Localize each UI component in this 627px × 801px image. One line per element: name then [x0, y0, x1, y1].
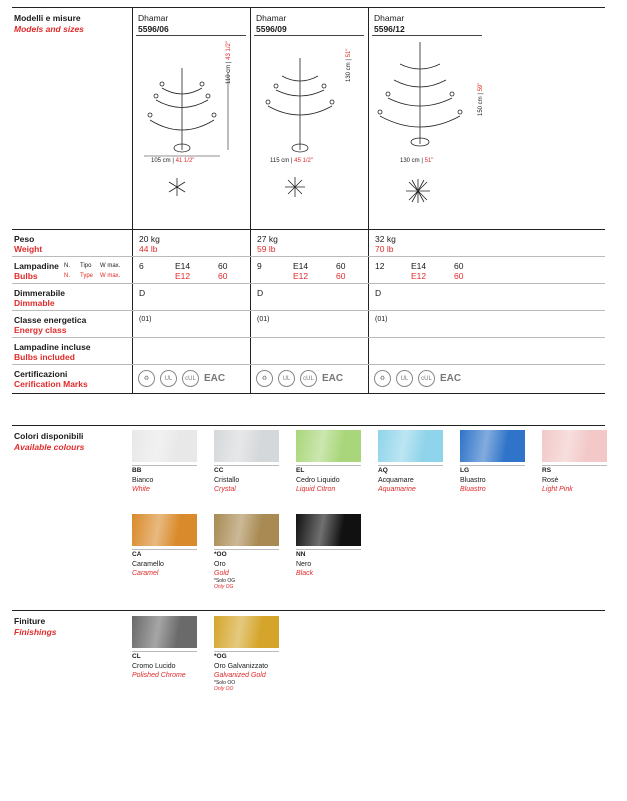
dimmable-label-en: Dimmable: [14, 298, 55, 308]
colour-name: Oro: [214, 561, 226, 568]
finish-name: Cromo Lucido: [132, 663, 176, 670]
finish-note-en: Only OO: [214, 686, 234, 692]
model-code-1: 5596/06: [138, 24, 169, 34]
colour-name: Nero: [296, 561, 312, 568]
width-dim-3: 130 cm | 51": [400, 158, 434, 164]
energy-label-en: Energy class: [14, 325, 67, 335]
cul-icon: cUL: [182, 370, 199, 387]
colour-swatch-cc: [214, 430, 279, 462]
colour-swatch-lg: [460, 430, 525, 462]
finish-code: *OG: [214, 653, 227, 660]
models-heading-en: Models and sizes: [14, 24, 84, 34]
colour-code: EL: [296, 467, 305, 474]
swatch-rule: [214, 465, 279, 466]
cert-icons-1: [138, 370, 225, 387]
bulbs-w-1: 60: [218, 261, 228, 271]
col-divider-2: [250, 7, 251, 229]
width-dim-1: 105 cm | 41 1/2": [151, 158, 195, 164]
width-dim-2: 115 cm | 45 1/2": [270, 158, 313, 164]
model-code-2: 5596/09: [256, 24, 287, 34]
finish-note: *Solo OO: [214, 680, 236, 686]
spec-bottom-rule: [12, 393, 605, 394]
ul-icon: UL: [396, 370, 413, 387]
finish-heading: Finiture: [14, 616, 46, 626]
colour-name-en: Gold: [214, 570, 229, 577]
dimmable-2: D: [257, 288, 264, 298]
eac-icon: EAC: [322, 373, 344, 384]
model-rule-1: [136, 35, 246, 36]
weight-kg-1: 20 kg: [139, 234, 160, 244]
row-rule: [12, 256, 605, 257]
swatch-rule: [542, 465, 607, 466]
colour-name: Bianco: [132, 477, 154, 484]
finish-name-en: Galvanized Gold: [214, 672, 266, 679]
weight-label: Peso: [14, 234, 35, 244]
swatch-rule: [378, 465, 443, 466]
colour-name-en: Liquid Citron: [296, 486, 336, 493]
bulbs-label-en: Bulbs: [14, 271, 38, 281]
bulbs-w-hdr: W max.: [100, 263, 121, 269]
included-label: Lampadine incluse: [14, 342, 91, 352]
bulbs-n-3: 12: [375, 261, 385, 271]
model-rule-3: [372, 35, 482, 36]
colour-swatch-bb: [132, 430, 197, 462]
cert-icons-2: [256, 370, 343, 387]
chandelier-drawing-6: [140, 60, 250, 170]
colour-name-en: Bluastro: [460, 486, 486, 493]
colour-code: *OO: [214, 551, 227, 558]
glass-quality-icon: ♻: [374, 370, 391, 387]
included-label-en: Bulbs included: [14, 352, 75, 362]
eac-icon: EAC: [204, 373, 226, 384]
dimmable-1: D: [139, 288, 146, 298]
dimmable-label: Dimmerabile: [14, 288, 66, 298]
colours-rule: [12, 425, 605, 426]
bulbs-type-en-2: E12: [293, 271, 309, 281]
bulbs-type-2: E14: [293, 261, 309, 271]
colour-name-en: Aquamarine: [378, 486, 416, 493]
weight-kg-2: 27 kg: [257, 234, 278, 244]
colour-name-en: Crystal: [214, 486, 236, 493]
colour-code: LG: [460, 467, 470, 474]
cert-label-en: Cerification Marks: [14, 379, 88, 389]
colour-name: Acquamare: [378, 477, 414, 484]
finish-rule: [12, 610, 605, 611]
energy-3: (01): [375, 316, 388, 323]
colour-code: BB: [132, 467, 142, 474]
energy-1: (01): [139, 316, 152, 323]
colour-code: RS: [542, 467, 552, 474]
finish-code: CL: [132, 653, 141, 660]
model-name-3: Dhamar: [374, 13, 405, 23]
height-dim-2: 130 cm | 51": [346, 48, 352, 82]
bulbs-n-1: 6: [139, 261, 144, 271]
swatch-rule: [296, 465, 361, 466]
colours-heading-en: Available colours: [14, 442, 85, 452]
weight-lb-3: 70 lb: [375, 244, 394, 254]
swatch-rule: [132, 465, 197, 466]
eac-icon: EAC: [440, 373, 462, 384]
row-rule: [12, 337, 605, 338]
bulbs-w-2: 60: [336, 261, 346, 271]
col-divider-1: [132, 7, 133, 229]
model-rule-2: [254, 35, 364, 36]
bulbs-w-3: 60: [454, 261, 464, 271]
bulbs-n-2: 9: [257, 261, 262, 271]
bulbs-type-hdr: Tipo: [80, 263, 92, 269]
weight-kg-3: 32 kg: [375, 234, 396, 244]
energy-label: Classe energetica: [14, 315, 87, 325]
colour-note-en: Only OG: [214, 584, 234, 590]
spec-col-2: [250, 229, 251, 393]
finish-swatch-cl: [132, 616, 197, 648]
finish-name: Oro Galvanizzato: [214, 663, 269, 670]
spec-top-rule: [12, 229, 605, 230]
weight-label-en: Weight: [14, 244, 43, 254]
swatch-rule: [460, 465, 525, 466]
ul-icon: UL: [278, 370, 295, 387]
colour-swatch-el: [296, 430, 361, 462]
colour-name-en: Caramel: [132, 570, 159, 577]
bulbs-type-en-1: E12: [175, 271, 191, 281]
bulbs-w-en-2: 60: [336, 271, 346, 281]
height-dim-1: 110 cm | 43 1/2": [226, 41, 232, 84]
bulbs-type-1: E14: [175, 261, 191, 271]
row-rule: [12, 283, 605, 284]
bulbs-type-en-3: E12: [411, 271, 427, 281]
bulbs-w-hdr-en: W max.: [100, 273, 121, 279]
swatch-rule: [132, 651, 197, 652]
colour-name: Cristallo: [214, 477, 240, 484]
bulbs-w-en-3: 60: [454, 271, 464, 281]
bulbs-n-hdr: N.: [64, 263, 70, 269]
colour-code: CA: [132, 551, 142, 558]
model-name-2: Dhamar: [256, 13, 287, 23]
cert-label: Certificazioni: [14, 369, 68, 379]
model-name-1: Dhamar: [138, 13, 169, 23]
cert-icons-3: [374, 370, 461, 387]
bulbs-w-en-1: 60: [218, 271, 228, 281]
row-rule: [12, 364, 605, 365]
ul-icon: UL: [160, 370, 177, 387]
bulbs-label: Lampadine: [14, 261, 59, 271]
colour-note: *Solo OG: [214, 578, 236, 584]
colour-name: Rosè: [542, 477, 559, 484]
colour-swatch-ca: [132, 514, 197, 546]
glass-quality-icon: ♻: [138, 370, 155, 387]
colour-code: NN: [296, 551, 306, 558]
weight-lb-2: 59 lb: [257, 244, 276, 254]
glass-quality-icon: ♻: [256, 370, 273, 387]
row-rule: [12, 310, 605, 311]
col-divider-3: [368, 7, 369, 229]
colours-heading: Colori disponibili: [14, 431, 84, 441]
energy-2: (01): [257, 316, 270, 323]
cul-icon: cUL: [418, 370, 435, 387]
colour-name-en: Black: [296, 570, 314, 577]
dimmable-3: D: [375, 288, 382, 298]
weight-lb-1: 44 lb: [139, 244, 158, 254]
colour-name-en: White: [132, 486, 150, 493]
finish-heading-en: Finishings: [14, 627, 57, 637]
height-dim-3: 150 cm | 59": [478, 82, 484, 116]
colour-name: Cedro Liquido: [296, 477, 340, 484]
models-heading: Modelli e misure: [14, 13, 81, 23]
finish-swatch-og: [214, 616, 279, 648]
swatch-rule: [214, 651, 279, 652]
swatch-rule: [132, 549, 197, 550]
top-view-icon-3: [405, 178, 431, 204]
colour-code: AQ: [378, 467, 388, 474]
colour-swatch-oo: [214, 514, 279, 546]
colour-name: Caramello: [132, 561, 164, 568]
spec-col-1: [132, 229, 133, 393]
cul-icon: cUL: [300, 370, 317, 387]
swatch-rule: [296, 549, 361, 550]
colour-code: CC: [214, 467, 224, 474]
swatch-rule: [214, 549, 279, 550]
top-view-icon-2: [284, 176, 306, 198]
bulbs-n-hdr-en: N.: [64, 273, 70, 279]
finish-name-en: Polished Chrome: [132, 672, 186, 679]
chandelier-drawing-12: [374, 38, 484, 162]
top-view-icon-1: [166, 176, 188, 198]
model-code-3: 5596/12: [374, 24, 405, 34]
colour-swatch-aq: [378, 430, 443, 462]
bulbs-type-3: E14: [411, 261, 427, 271]
colour-swatch-nn: [296, 514, 361, 546]
spec-col-3: [368, 229, 369, 393]
colour-name: Bluastro: [460, 477, 486, 484]
colour-name-en: Light Pink: [542, 486, 573, 493]
bulbs-type-hdr-en: Type: [80, 273, 94, 279]
top-rule: [12, 7, 605, 8]
colour-swatch-rs: [542, 430, 607, 462]
